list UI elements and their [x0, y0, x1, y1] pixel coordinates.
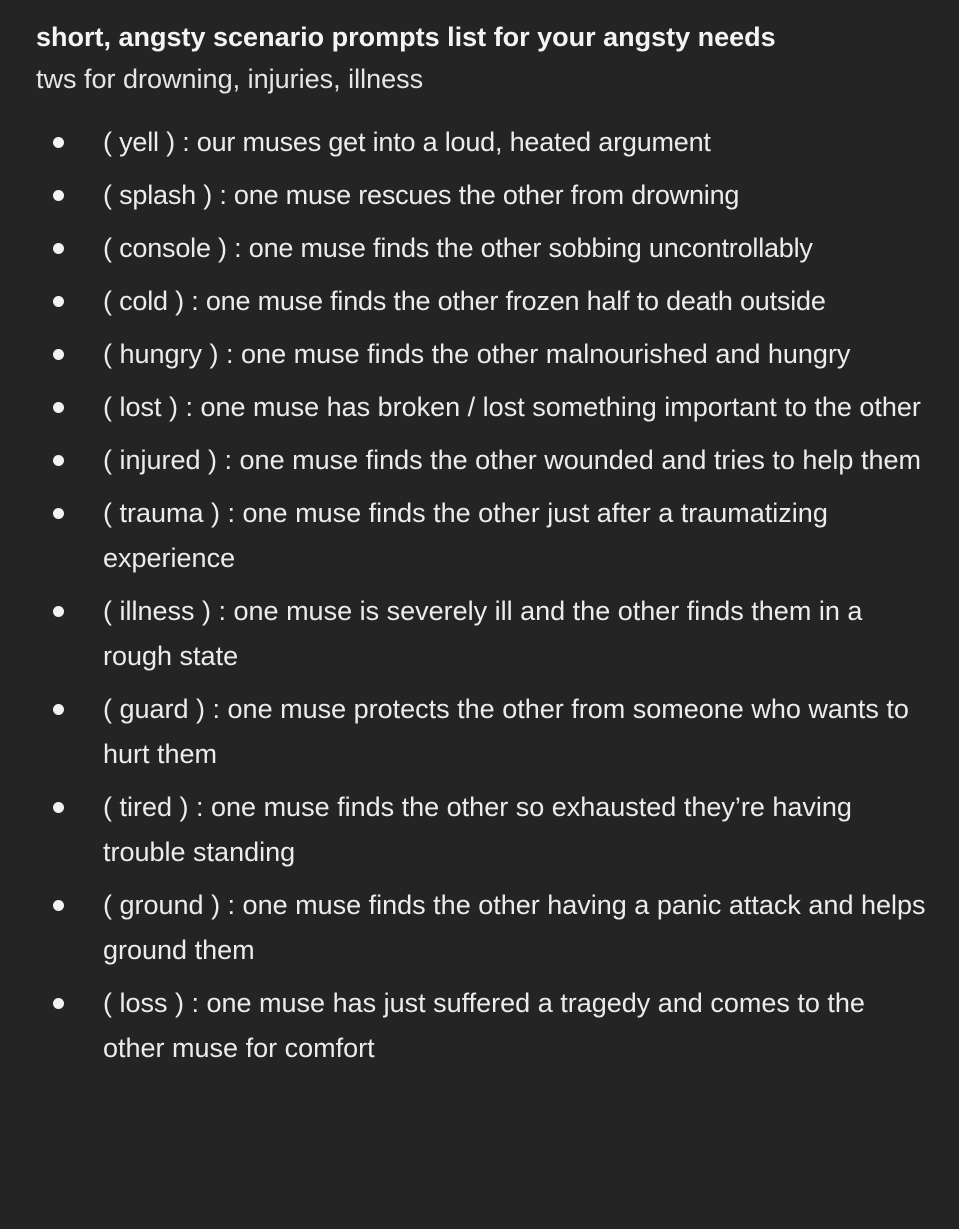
list-item [36, 883, 933, 973]
prompt-text: ( loss ) : one muse has just suffered a tragedy and comes to the other muse for comfort [103, 988, 865, 1063]
prompt-text: ( injured ) : one muse finds the other wounded and tries to help them [103, 445, 921, 475]
prompt-text: ( splash ) : one muse rescues the other from drowning [103, 180, 740, 210]
list-item [36, 438, 933, 483]
bullet-icon [53, 137, 64, 148]
prompt-text: ( trauma ) : one muse finds the other just after a traumatizing experience [103, 498, 828, 573]
list-item [36, 589, 933, 679]
bullet-icon [53, 243, 64, 254]
prompt-list [36, 120, 933, 1071]
list-item [36, 332, 933, 377]
prompt-text: ( lost ) : one muse has broken / lost something important to the other [103, 392, 921, 422]
prompt-text: ( ground ) : one muse finds the other having a panic attack and helps ground them [103, 890, 926, 965]
prompt-text: ( yell ) : our muses get into a loud, heated argument [103, 127, 711, 157]
list-item [36, 491, 933, 581]
list-item [36, 173, 933, 218]
prompt-text: ( cold ) : one muse finds the other frozen half to death outside [103, 286, 826, 316]
bullet-icon [53, 508, 64, 519]
bullet-icon [53, 802, 64, 813]
prompt-text: ( illness ) : one muse is severely ill and the other finds them in a rough state [103, 596, 863, 671]
list-item [36, 226, 933, 271]
bullet-icon [53, 402, 64, 413]
bullet-icon [53, 190, 64, 201]
list-item [36, 385, 933, 430]
bullet-icon [53, 704, 64, 715]
bullet-icon [53, 296, 64, 307]
post-subtitle: tws for drowning, injuries, illness [36, 64, 424, 94]
post-title: short, angsty scenario prompts list for your angsty needs [36, 22, 776, 52]
list-item [36, 785, 933, 875]
list-item [36, 981, 933, 1071]
list-item [36, 279, 933, 324]
bullet-icon [53, 900, 64, 911]
prompt-text: ( console ) : one muse finds the other sobbing uncontrollably [103, 233, 813, 263]
bullet-icon [53, 998, 64, 1009]
bullet-icon [53, 455, 64, 466]
prompt-text: ( guard ) : one muse protects the other from someone who wants to hurt them [103, 694, 909, 769]
bullet-icon [53, 349, 64, 360]
prompt-text: ( hungry ) : one muse finds the other malnourished and hungry [103, 339, 851, 369]
list-item [36, 687, 933, 777]
prompt-text: ( tired ) : one muse finds the other so exhausted they’re having trouble standing [103, 792, 852, 867]
list-item [36, 120, 933, 165]
bullet-icon [53, 606, 64, 617]
